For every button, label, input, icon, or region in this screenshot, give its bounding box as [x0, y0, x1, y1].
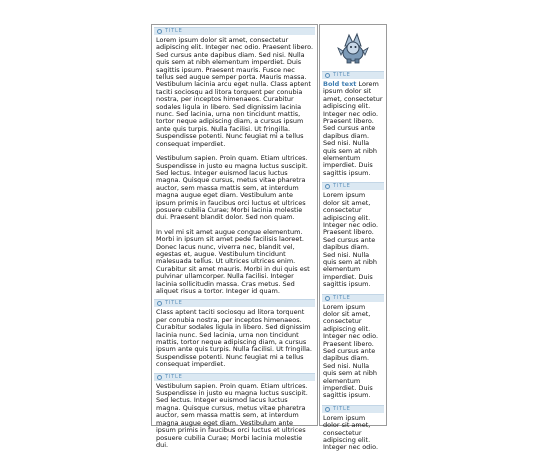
section-title: TITLE — [333, 72, 351, 78]
sidebar-column — [319, 24, 387, 452]
main-content-column — [151, 24, 318, 449]
body-paragraph: Lorem ipsum dolor sit amet, consectetur adipiscing elit. Integer nec odio. Praesent libero. Sed cursus ante dapibus diam. Sed nisi. Nulla quis sem at nibh elementum imperdiet. Duis sagittis ipsum. Praesent mauris. Fusce nec tellus sed augue semper porta. Mauris massa. Vestibulum lacinia arcu eget nulla. Class aptent taciti sociosqu ad litora torquent per conubia nostra, per inceptos himenaeos. Curabitur sodales ligula in libero. Sed dignissim lacinia nunc. Sed lacinia, urna non tincidunt mattis, tortor neque adipiscing diam, a cursus ipsum ante quis turpis. Nulla facilisi. Ut fringilla. Suspendisse potenti. Nunc feugiat mi a tellus consequat imperdiet. — [156, 36, 314, 148]
bullet-icon — [325, 73, 330, 78]
sidebar-section — [320, 182, 386, 288]
sidebar-section — [320, 71, 386, 177]
section-title-bar — [322, 71, 384, 79]
section-title-bar — [154, 299, 315, 307]
body-paragraph: Class aptent taciti sociosqu ad litora torquent per conubia nostra, per inceptos himenaeos. Curabitur sodales ligula in libero. Sed dignissim lacinia nunc. Sed lacinia, urna non tincidunt mattis, tortor neque adipiscing diam, a cursus ipsum ante quis turpis. Nulla facilisi. Ut fringilla. Suspendisse potenti. Nunc feugiat mi a tellus consequat imperdiet. — [156, 308, 312, 369]
main-section — [152, 27, 317, 295]
bullet-icon — [325, 296, 330, 301]
sidebar-section — [320, 294, 386, 400]
section-title: TITLE — [165, 28, 183, 34]
bullet-icon — [157, 29, 162, 34]
section-title: TITLE — [165, 373, 183, 380]
bullet-icon — [325, 407, 330, 412]
section-title-bar — [154, 373, 315, 381]
sidebar-section — [320, 405, 386, 452]
main-section — [152, 373, 317, 450]
logo — [320, 25, 386, 69]
section-title: TITLE — [333, 294, 351, 301]
section-title: TITLE — [333, 405, 351, 412]
sidebar-text: Lorem ipsum dolor sit amet, consectetur adipiscing elit. Integer nec odio. Praesent libero. Sed cursus ante dapibus diam. Sed nisi. Nulla quis sem at nibh elementum imperdiet. Duis sagittis ipsum. — [323, 302, 379, 400]
body-paragraph: In vel mi sit amet augue congue elementum. Morbi in ipsum sit amet pede facilisis laoreet. Donec lacus nunc, viverra nec, blandit vel, egestas et, augue. Vestibulum tincidunt malesuada tellus. Ut ultrices ultrices enim. Curabitur sit amet mauris. Morbi in dui quis est pulvinar ullamcorper. Nulla facilisi. Integer lacinia sollicitudin massa. Cras metus. Sed aliquet risus a tortor. Integer id quam. — [156, 227, 310, 295]
section-title-bar — [154, 27, 315, 35]
sidebar-text: Lorem ipsum dolor sit amet, consectetur adipiscing elit. Integer nec odio. Praesent libero. Sed cursus ante dapibus diam. Sed nisi. Nulla quis sem at nibh elementum imperdiet. Duis sagittis ipsum. — [323, 80, 383, 177]
bullet-icon — [325, 184, 330, 189]
bold-text: Bold text — [323, 80, 357, 88]
body-paragraph: Vestibulum sapien. Proin quam. Etiam ultrices. Suspendisse in justo eu magna luctus suscipit. Sed lectus. Integer euismod lacus luctus magna. Quisque cursus, metus vitae pharetra auctor, sem massa mattis sem, at interdum magna augue eget diam. Vestibulum ante ipsum primis in faucibus orci luctus et ultrices posuere cubilia Curae; Morbi lacinia molestie dui. — [156, 381, 308, 449]
sidebar-text: Lorem ipsum dolor sit amet, consectetur adipiscing elit. Integer nec odio. Praesent libero. Sed cursus ante dapibus diam. Sed nisi. Nulla quis sem at nibh elementum imperdiet. Duis sagittis ipsum. — [323, 191, 379, 289]
section-title-bar — [322, 405, 384, 413]
bullet-icon — [157, 375, 162, 380]
section-title: TITLE — [333, 183, 351, 190]
sidebar-paragraph — [323, 81, 383, 177]
body-paragraph: Vestibulum sapien. Proin quam. Etiam ultrices. Suspendisse in justo eu magna luctus suscipit. Sed lectus. Integer euismod lacus luctus magna. Quisque cursus, metus vitae pharetra auctor, sem massa mattis sem, at interdum magna augue eget diam. Vestibulum ante ipsum primis in faucibus orci luctus et ultrices posuere cubilia Curae; Morbi lacinia molestie dui. Praesent blandit dolor. Sed non quam. — [156, 154, 308, 222]
section-title-bar — [322, 294, 384, 302]
section-title-bar — [322, 182, 384, 190]
main-section — [152, 299, 317, 368]
bullet-icon — [157, 301, 162, 306]
sidebar-text: Lorem ipsum dolor sit amet, consectetur adipiscing elit. Integer nec odio. — [323, 413, 379, 452]
creature-logo-icon — [335, 29, 371, 65]
section-title: TITLE — [165, 300, 183, 307]
